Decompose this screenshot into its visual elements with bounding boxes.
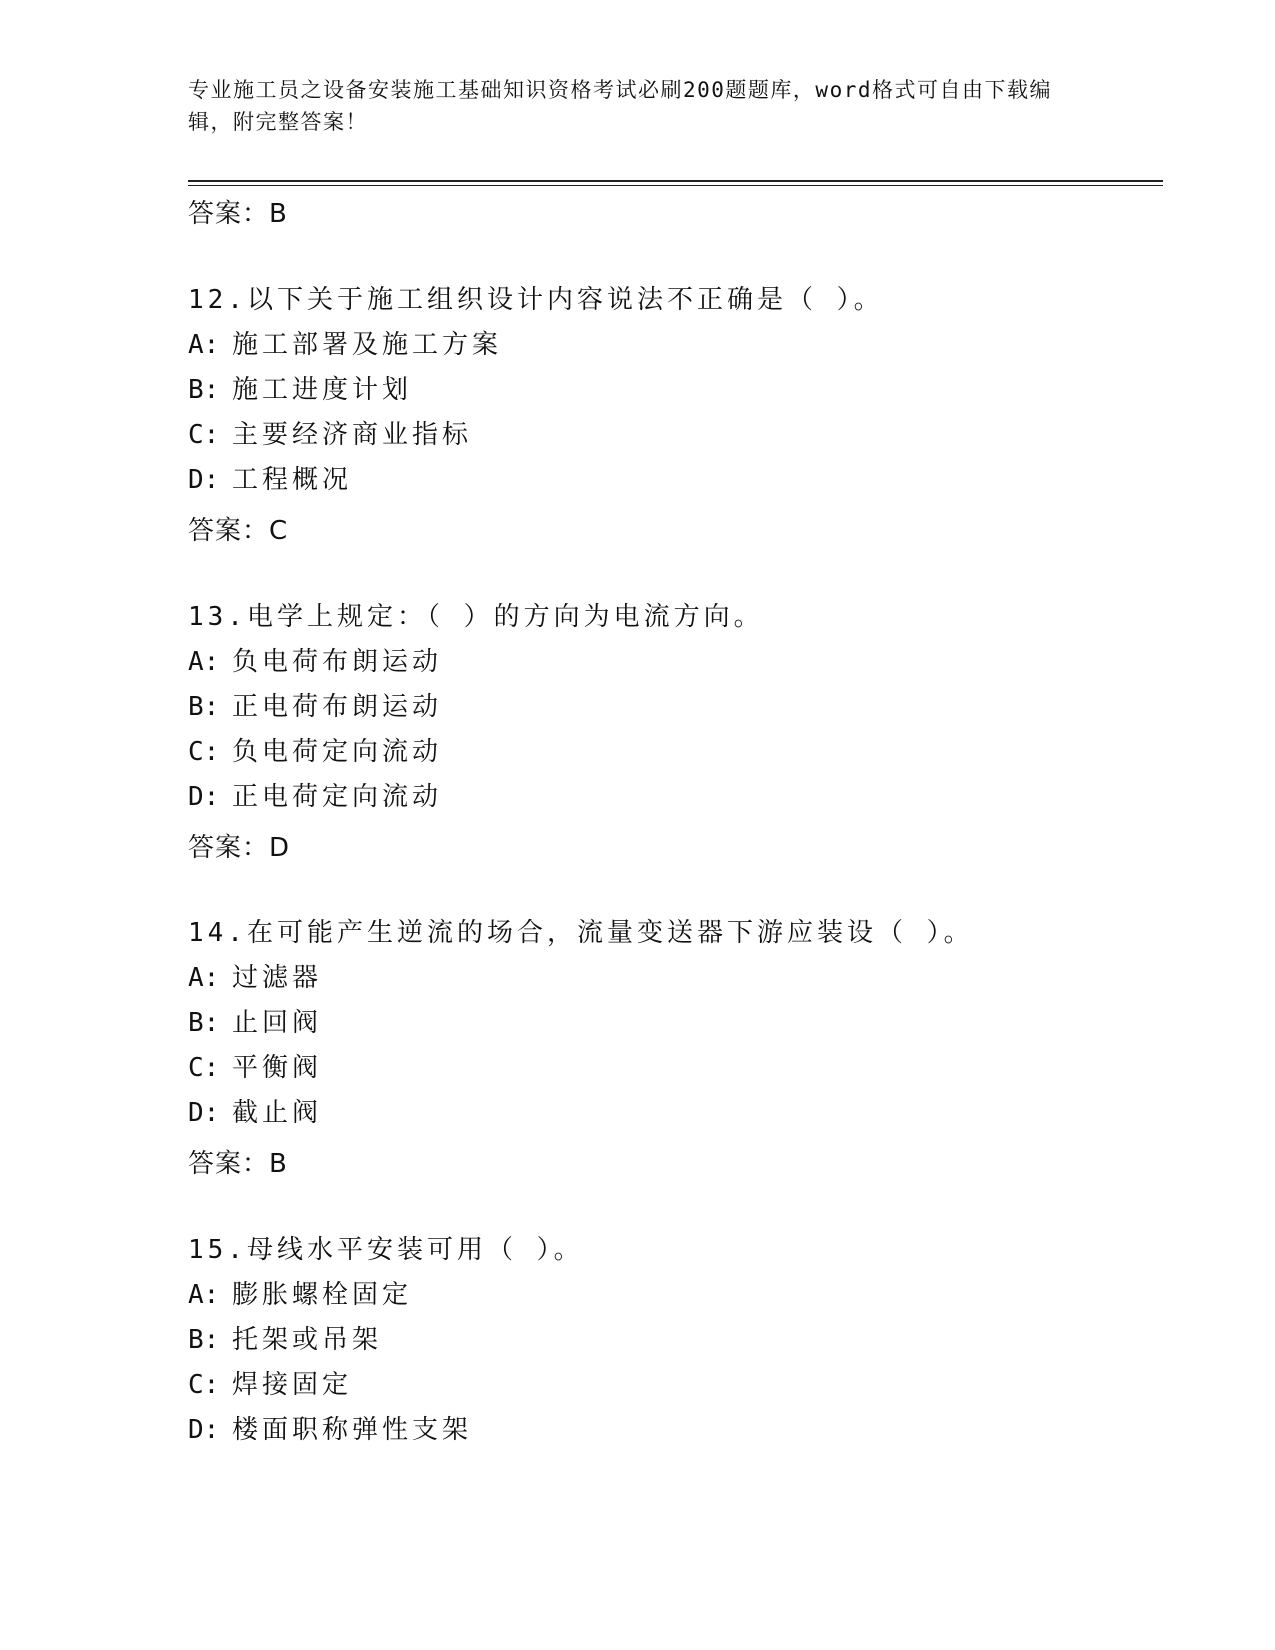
header-divider — [188, 180, 1163, 182]
option-letter: D: — [188, 782, 220, 812]
option-text: 楼面职称弹性支架 — [232, 1415, 473, 1445]
header-divider-thin — [188, 185, 1163, 186]
option-letter: A: — [188, 330, 220, 360]
option-d — [188, 465, 352, 495]
option-letter: D: — [188, 465, 220, 495]
question-stem: 14.在可能产生逆流的场合，流量变送器下游应装设（ ）。 — [188, 918, 974, 948]
option-text: 正电荷定向流动 — [232, 782, 443, 812]
option-letter: B: — [188, 1325, 220, 1355]
option-text: 托架或吊架 — [232, 1325, 383, 1355]
option-b — [188, 1325, 382, 1355]
option-text: 平衡阀 — [232, 1053, 323, 1083]
option-letter: A: — [188, 963, 220, 993]
answer-line: 答案：B — [188, 199, 288, 229]
option-text: 止回阀 — [232, 1008, 323, 1038]
option-letter: C: — [188, 1370, 220, 1400]
option-letter: C: — [188, 1053, 220, 1083]
option-text: 正电荷布朗运动 — [232, 692, 443, 722]
option-letter: C: — [188, 420, 220, 450]
option-text: 施工进度计划 — [232, 375, 413, 405]
option-d — [188, 1098, 322, 1128]
option-b — [188, 375, 412, 405]
option-a — [188, 330, 502, 360]
option-c — [188, 737, 442, 767]
option-text: 主要经济商业指标 — [232, 420, 473, 450]
option-d — [188, 1415, 472, 1445]
option-letter: B: — [188, 1008, 220, 1038]
option-text: 施工部署及施工方案 — [232, 330, 503, 360]
question-stem: 13.电学上规定：（ ）的方向为电流方向。 — [188, 602, 764, 632]
question-stem: 12.以下关于施工组织设计内容说法不正确是（ ）。 — [188, 285, 884, 315]
answer-line: 答案：C — [188, 516, 289, 546]
option-letter: B: — [188, 692, 220, 722]
option-text: 焊接固定 — [232, 1370, 353, 1400]
option-c — [188, 1370, 352, 1400]
answer-line: 答案：B — [188, 1149, 288, 1179]
option-b — [188, 692, 442, 722]
document-header: 专业施工员之设备安装施工基础知识资格考试必刷200题题库，word格式可自由下载编辑，附完整答案！ — [188, 78, 1052, 134]
option-text: 过滤器 — [232, 963, 323, 993]
option-letter: B: — [188, 375, 220, 405]
option-a — [188, 647, 442, 677]
question-stem: 15.母线水平安装可用（ ）。 — [188, 1235, 584, 1265]
option-letter: D: — [188, 1098, 220, 1128]
option-text: 负电荷布朗运动 — [232, 647, 443, 677]
option-letter: A: — [188, 647, 220, 677]
option-text: 截止阀 — [232, 1098, 323, 1128]
option-text: 膨胀螺栓固定 — [232, 1280, 413, 1310]
option-c — [188, 420, 472, 450]
option-b — [188, 1008, 322, 1038]
option-letter: C: — [188, 737, 220, 767]
option-a — [188, 963, 322, 993]
option-text: 负电荷定向流动 — [232, 737, 443, 767]
answer-line: 答案：D — [188, 833, 291, 863]
option-d — [188, 782, 442, 812]
option-text: 工程概况 — [232, 465, 353, 495]
option-letter: D: — [188, 1415, 220, 1445]
option-letter: A: — [188, 1280, 220, 1310]
option-a — [188, 1280, 412, 1310]
option-c — [188, 1053, 322, 1083]
